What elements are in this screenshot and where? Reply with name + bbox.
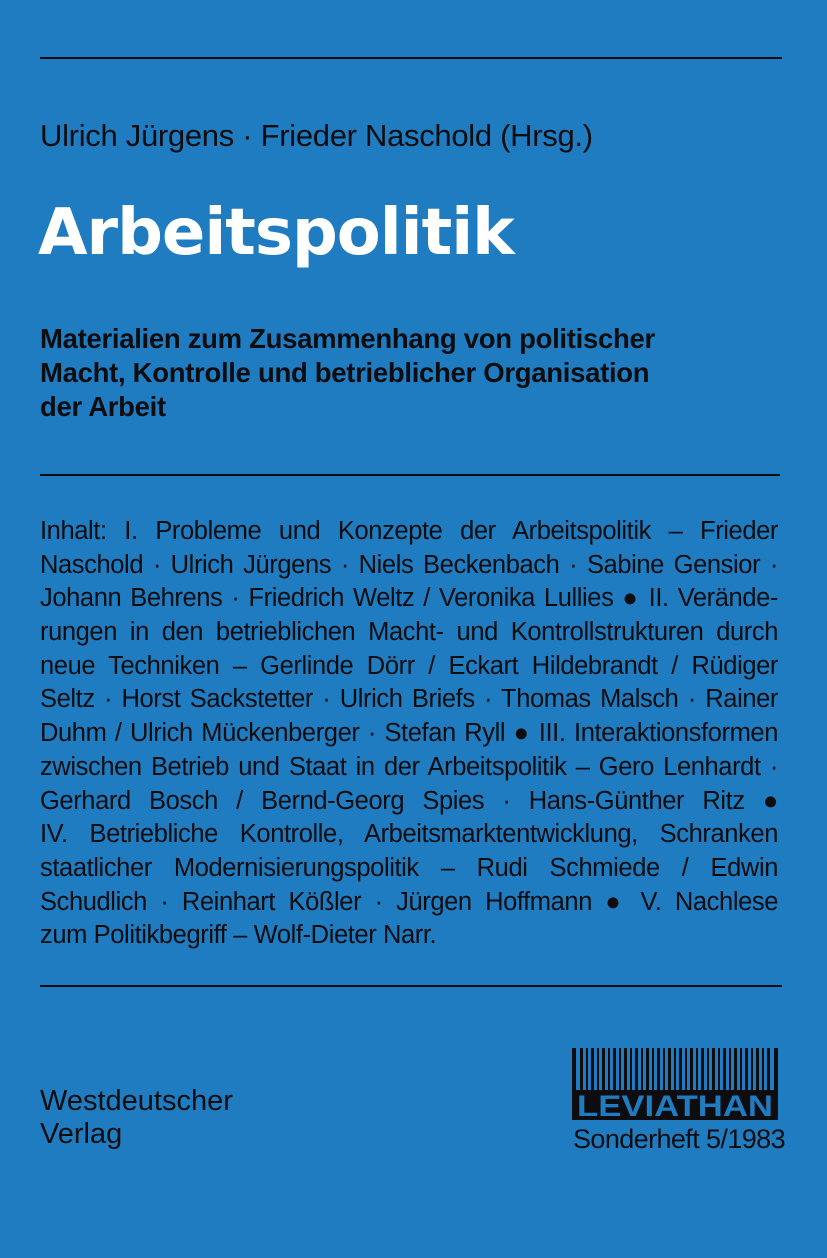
- top-rule: [40, 57, 782, 59]
- contents-line: Schudlich · Reinhart Kößler · Jürgen Hoffmann ● V. Nachlese: [40, 887, 778, 916]
- contents-line: staatlicher Modernisierungspolitik – Rudi Schmiede / Edwin: [40, 853, 778, 882]
- contents-line: neue Techniken – Gerlinde Dörr / Eckart Hildebrandt / Rüdiger: [40, 651, 778, 680]
- contents-line: zum Politikbegriff – Wolf-Dieter Narr.: [40, 921, 437, 950]
- book-title: Arbeitspolitik: [38, 196, 514, 270]
- contents-line: zwischen Betrieb und Staat in der Arbeitspolitik – Gero Lenhardt ·: [40, 752, 778, 781]
- leviathan-logo-text: LEVIATHAN: [577, 1090, 773, 1120]
- contents-line: IV. Betriebliche Kontrolle, Arbeitsmarktentwicklung, Schranken: [40, 820, 778, 849]
- contents-line: rungen in den betrieblichen Macht- und Kontrollstrukturen durch: [40, 618, 778, 647]
- contents-line: Johann Behrens · Friedrich Weltz / Veronika Lullies ● II. Verände-: [40, 584, 778, 613]
- table-of-contents: [40, 515, 778, 953]
- contents-line: Duhm / Ulrich Mückenberger · Stefan Ryll ● III. Interaktionsformen: [40, 719, 778, 748]
- subtitle-line: Macht, Kontrolle und betrieblicher Organisation: [40, 357, 650, 388]
- contents-line: Inhalt: I. Probleme und Konzepte der Arbeitspolitik – Frieder: [40, 517, 778, 545]
- bottom-rule: [40, 985, 782, 987]
- publisher-line: Verlag: [40, 1118, 123, 1150]
- editors: Ulrich Jürgens · Frieder Naschold (Hrsg.): [40, 118, 593, 153]
- contents-line: Gerhard Bosch / Bernd-Georg Spies · Hans-Günther Ritz ●: [40, 786, 778, 815]
- subtitle-line: der Arbeit: [40, 391, 166, 422]
- middle-rule: [40, 474, 780, 476]
- leviathan-logo: [572, 1048, 778, 1120]
- contents-line: Seltz · Horst Sackstetter · Ulrich Briefs · Thomas Malsch · Rainer: [40, 685, 778, 714]
- contents-line: Naschold · Ulrich Jürgens · Niels Beckenbach · Sabine Gensior ·: [40, 550, 778, 579]
- publisher-line: Westdeutscher: [40, 1085, 233, 1117]
- book-subtitle: [40, 322, 800, 424]
- subtitle-line: Materialien zum Zusammenhang von politischer: [40, 323, 655, 354]
- publisher: [40, 1085, 233, 1151]
- series-note: Sonderheft 5/1983: [573, 1124, 785, 1154]
